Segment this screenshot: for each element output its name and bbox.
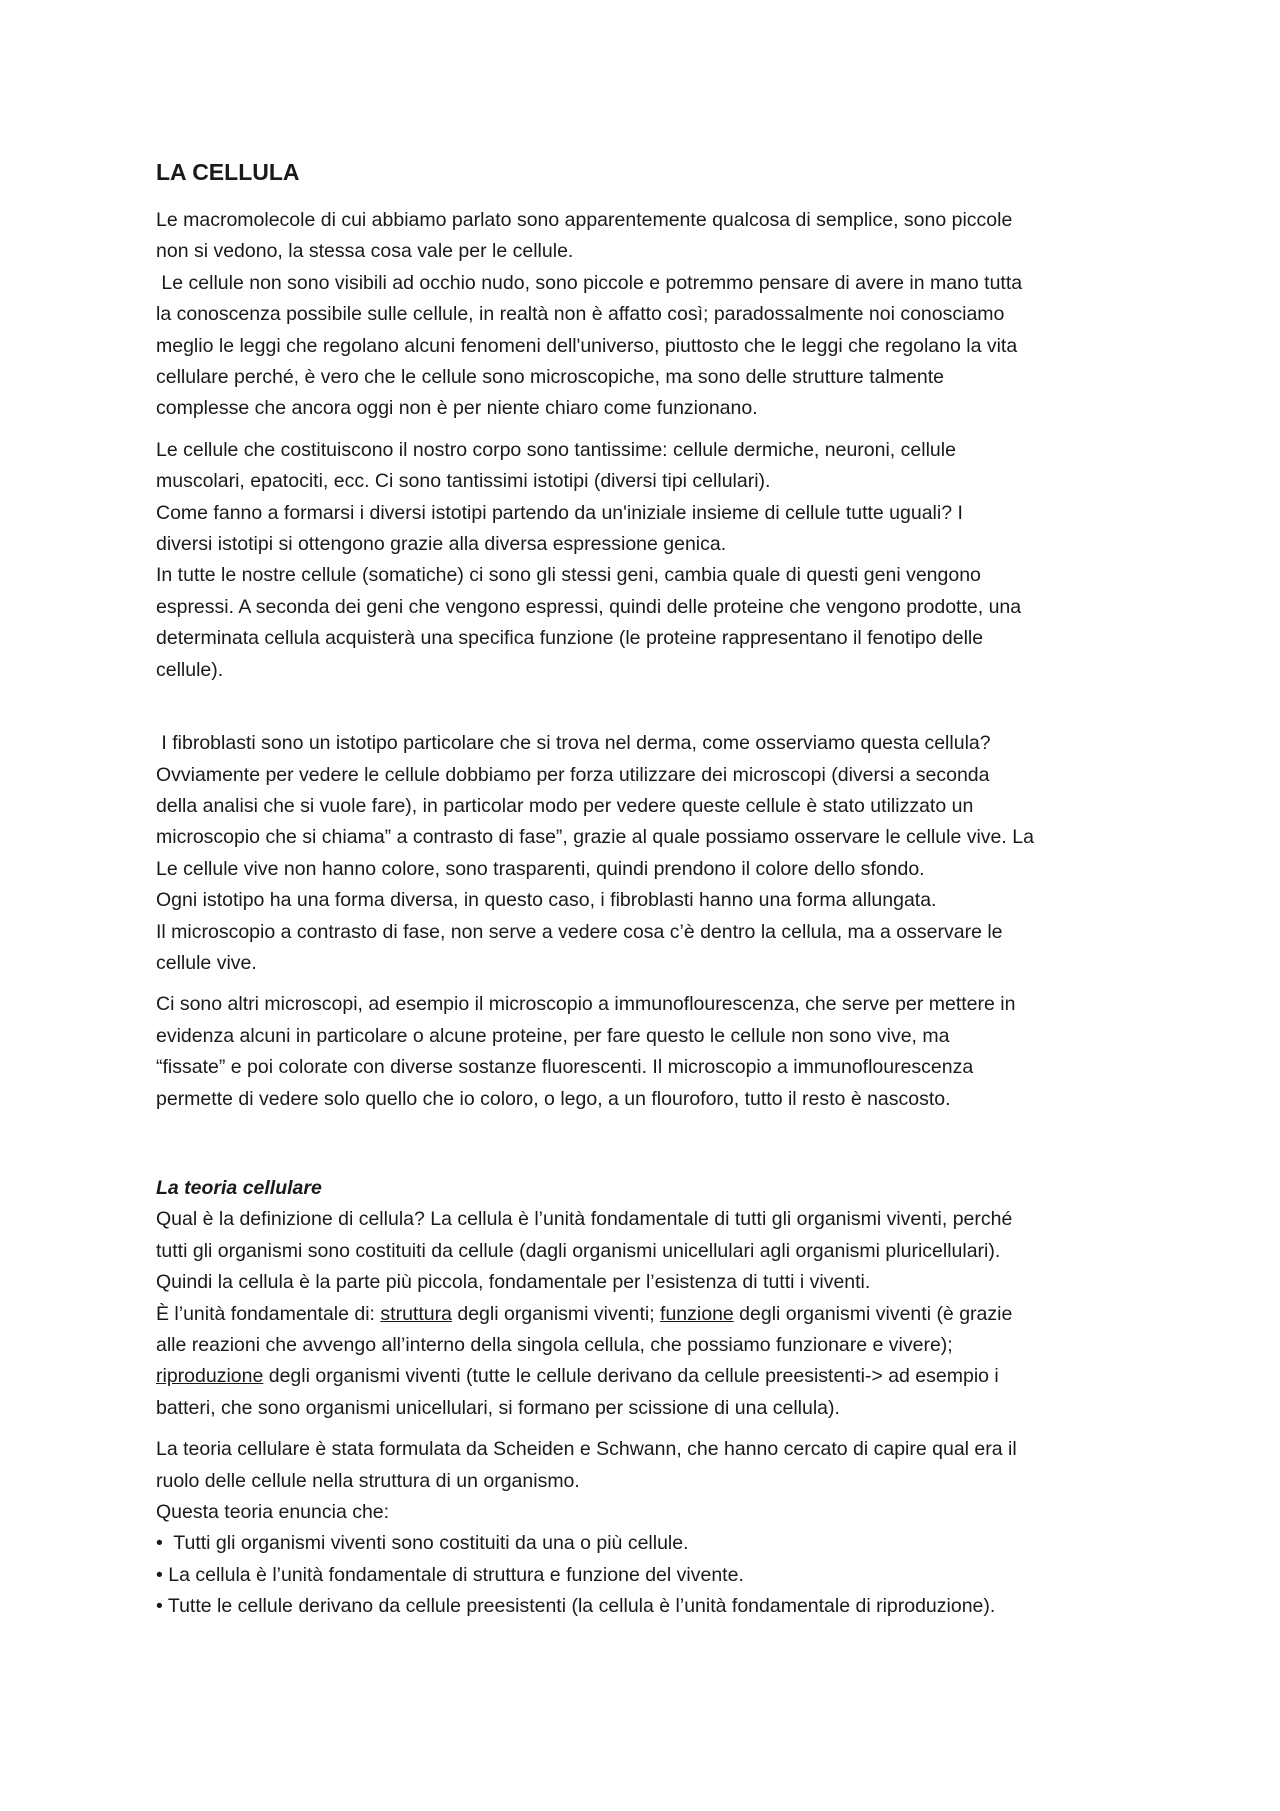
text-fragment: degli organismi viventi; — [451, 1302, 661, 1325]
text-line: non si vedono, la stessa cosa vale per le cellule. — [156, 240, 574, 263]
page-title: LA CELLULA — [156, 159, 300, 185]
text-line: muscolari, epatociti, ecc. Ci sono tantissimi istotipi (diversi tipi cellulari). — [156, 470, 771, 493]
section-subtitle: La teoria cellulare — [156, 1176, 322, 1199]
text-line: alle reazioni che avvengo all’interno della singola cellula, che possiamo funzionare e vivere); — [156, 1334, 953, 1356]
text-line-underlined-terms — [156, 1299, 1130, 1330]
text-fragment: degli organismi viventi (è grazie — [733, 1302, 1013, 1325]
text-line: Le cellule non sono visibili ad occhio nudo, sono piccole e potremmo pensare di avere in mano tutta — [156, 271, 1023, 294]
text-line: La teoria cellulare è stata formulata da Scheiden e Schwann, che hanno cercato di capire qual era il — [156, 1438, 1017, 1461]
paragraph-fibroblasti — [156, 728, 1130, 979]
text-line: microscopio che si chiama” a contrasto di fase”, grazie al quale possiamo osservare le cellule vive. La — [156, 826, 1034, 849]
bullet-list — [156, 1528, 1130, 1622]
text-line: espressi. A seconda dei geni che vengono espressi, quindi delle proteine che vengono prodotte, una — [156, 595, 1022, 618]
text-line: la conoscenza possibile sulle cellule, in realtà non è affatto così; paradossalmente noi conosciamo — [156, 303, 1005, 326]
text-line: I fibroblasti sono un istotipo particolare che si trova nel derma, come osserviamo questa cellula? — [156, 732, 991, 755]
text-line: Le cellule che costituiscono il nostro corpo sono tantissime: cellule dermiche, neuroni, cellule — [156, 438, 956, 461]
text-line: cellulare perché, è vero che le cellule sono microscopiche, ma sono delle strutture talmente — [156, 366, 944, 389]
text-line: In tutte le nostre cellule (somatiche) ci sono gli stessi geni, cambia quale di questi geni vengono — [156, 564, 981, 587]
paragraph-istotipi — [156, 435, 1130, 686]
text-line: cellule vive. — [156, 951, 257, 974]
text-line: Le cellule vive non hanno colore, sono trasparenti, quindi prendono il colore dello sfondo. — [156, 857, 925, 880]
text-line: Ci sono altri microscopi, ad esempio il microscopio a immunoflourescenza, che serve per mettere in — [156, 993, 1016, 1016]
text-line: della analisi che si vuole fare), in particolar modo per vedere queste cellule è stato utilizzato un — [156, 794, 974, 817]
text-line: ruolo delle cellule nella struttura di un organismo. — [156, 1469, 580, 1492]
text-line: Ogni istotipo ha una forma diversa, in questo caso, i fibroblasti hanno una forma allungata. — [156, 889, 937, 912]
text-line: determinata cellula acquisterà una specifica funzione (le proteine rappresentano il fenotipo delle — [156, 627, 984, 650]
text-line: cellule). — [156, 658, 224, 681]
list-item: • Tutte le cellule derivano da cellule preesistenti (la cellula è l’unità fondamentale di riproduzione). — [156, 1595, 996, 1618]
text-line: “fissate” e poi colorate con diverse sostanze fluorescenti. Il microscopio a immunoflourescenza — [156, 1056, 974, 1079]
paragraph-intro — [156, 205, 1130, 425]
section-teoria-cellulare — [156, 1173, 1130, 1424]
text-line: evidenza alcuni in particolare o alcune proteine, per fare questo le cellule non sono vive, ma — [156, 1024, 950, 1047]
list-item: • Tutti gli organismi viventi sono costituiti da una o più cellule. — [156, 1532, 689, 1555]
text-line: Quindi la cellula è la parte più piccola, fondamentale per l’esistenza di tutti i viventi. — [156, 1271, 871, 1294]
text-line: diversi istotipi si ottengono grazie alla diversa espressione genica. — [156, 533, 727, 556]
text-fragment: È l’unità fondamentale di: — [156, 1302, 381, 1325]
underlined-term-struttura: struttura — [380, 1302, 452, 1325]
paragraph-microscopi — [156, 989, 1130, 1115]
text-line: meglio le leggi che regolano alcuni fenomeni dell'universo, piuttosto che le leggi che regolano la vita — [156, 334, 1018, 357]
text-line: Come fanno a formarsi i diversi istotipi partendo da un'iniziale insieme di cellule tutte uguali? I — [156, 501, 963, 524]
underlined-term-funzione: funzione — [660, 1302, 734, 1325]
text-line: Questa teoria enuncia che: — [156, 1501, 390, 1524]
text-line: Ovviamente per vedere le cellule dobbiamo per forza utilizzare dei microscopi (diversi a seconda — [156, 763, 990, 786]
text-line-underlined-term — [156, 1361, 1130, 1392]
text-line: Il microscopio a contrasto di fase, non serve a vedere cosa c’è dentro la cellula, ma a osservare le — [156, 920, 1003, 943]
text-line: permette di vedere solo quello che io coloro, o lego, a un flouroforo, tutto il resto è nascosto. — [156, 1087, 951, 1110]
underlined-term-riproduzione: riproduzione — [156, 1365, 264, 1388]
paragraph-formulazione — [156, 1434, 1130, 1528]
text-line: tutti gli organismi sono costituiti da cellule (dagli organismi unicellulari agli organismi pluricellulari). — [156, 1239, 1001, 1262]
text-fragment: degli organismi viventi (tutte le cellule derivano da cellule preesistenti-> ad esempio i — [263, 1365, 999, 1388]
text-line: complesse che ancora oggi non è per niente chiaro come funzionano. — [156, 397, 758, 420]
text-line: Qual è la definizione di cellula? La cellula è l’unità fondamentale di tutti gli organismi viventi, perché — [156, 1208, 1013, 1231]
list-item: • La cellula è l’unità fondamentale di struttura e funzione del vivente. — [156, 1563, 744, 1586]
text-line: batteri, che sono organismi unicellulari, si formano per scissione di una cellula). — [156, 1396, 840, 1419]
text-line: Le macromolecole di cui abbiamo parlato sono apparentemente qualcosa di semplice, sono piccole — [156, 209, 1013, 231]
